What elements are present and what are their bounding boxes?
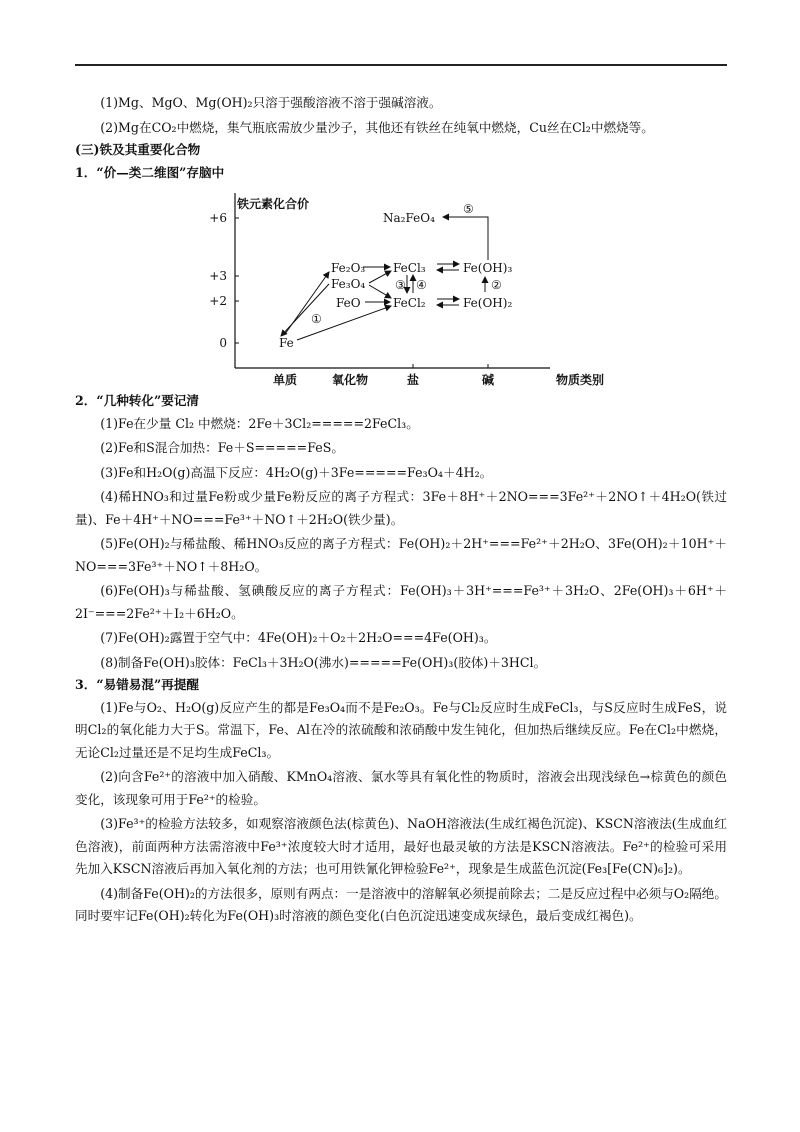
ytick-zero: 0	[219, 336, 227, 350]
conversion-3: (3)Fe和H₂O(g)高温下反应：4H₂O(g)＋3Fe=====Fe₃O₄＋4H₂。	[100, 464, 493, 480]
section-title: (三)铁及其重要化合物	[75, 142, 201, 157]
y-axis-label: 铁元素化合价	[237, 197, 310, 211]
node-feoh3: Fe(OH)₃	[463, 261, 513, 275]
arrow-fe3o4-to-fecl3	[369, 271, 391, 283]
arrow-fe3o4-to-fe	[281, 284, 329, 336]
conversion-2: (2)Fe和S混合加热：Fe＋S=====FeS。	[100, 440, 344, 455]
conversion-8: (8)制备Fe(OH)₃胶体：FeCl₃＋3H₂O(沸水)=====Fe(OH)₃(胶体)＋3HCl。	[100, 654, 547, 670]
marker-4: ④	[416, 278, 427, 292]
heading-2: 2．“几种转化”要记清	[75, 393, 200, 408]
valence-class-diagram	[75, 188, 727, 386]
xtick-elemental: 单质	[272, 373, 298, 387]
node-feo: FeO	[336, 296, 361, 310]
ytick-plus6: +6	[209, 211, 227, 225]
header-rule	[75, 64, 727, 66]
node-fecl3: FeCl₃	[393, 261, 426, 275]
document-body	[75, 92, 727, 928]
arrow-feoh3-to-na2feo4	[443, 217, 488, 260]
ytick-plus3: +3	[209, 269, 227, 283]
node-na2feo4: Na₂FeO₄	[383, 211, 435, 225]
intro-paragraph-1: (1)Mg、MgO、Mg(OH)₂只溶于强酸溶液不溶于强碱溶液。	[100, 95, 442, 110]
node-feoh2: Fe(OH)₂	[463, 296, 513, 310]
xtick-oxide: 氧化物	[331, 373, 369, 387]
marker-2: ②	[491, 278, 502, 292]
conversion-7: (7)Fe(OH)₂露置于空气中：4Fe(OH)₂＋O₂＋2H₂O===4Fe(OH)₃。	[100, 630, 497, 645]
node-fe: Fe	[279, 336, 294, 350]
conversion-4: (4)稀HNO₃和过量Fe粉或少量Fe粉反应的离子方程式：3Fe＋8H⁺＋2NO===3Fe²⁺＋2NO↑＋4H₂O(铁过量)、Fe＋4H⁺＋NO===Fe³⁺＋NO↑＋2H₂O(铁少量)。	[75, 489, 727, 527]
pitfall-1: (1)Fe与O₂、H₂O(g)反应产生的都是Fe₃O₄而不是Fe₂O₃。Fe与Cl₂反应时生成FeCl₃，与S反应时生成FeS，说明Cl₂的氧化能力大于S。常温下，Fe、Al在冷的浓硫酸和浓硝酸中发生钝化，但加热后继续反应。Fe在Cl₂中燃烧，无论Cl₂过量还是不足均生成FeCl₃。	[75, 699, 727, 760]
arrow-fe3o4-to-fecl2	[369, 285, 391, 298]
pitfall-4: (4)制备Fe(OH)₂的方法很多，原则有两点：一是溶液中的溶解氧必须提前除去；二是反应过程中必须与O₂隔绝。同时要牢记Fe(OH)₂转化为Fe(OH)₃时溶液的颜色变化(白色沉淀迅速变成灰绿色，最后变成红褐色)。	[75, 885, 727, 923]
marker-5: ⑤	[463, 202, 474, 216]
marker-1: ①	[311, 312, 322, 326]
ytick-plus2: +2	[209, 294, 227, 308]
node-fecl2: FeCl₂	[393, 296, 426, 310]
pitfall-3: (3)Fe³⁺的检验方法较多，如观察溶液颜色法(棕黄色)、NaOH溶液法(生成红褐色沉淀)、KSCN溶液法(生成血红色溶液)，前面两种方法需溶液中Fe³⁺浓度较大时才适用，最好也最灵敏的方法是KSCN溶液法。Fe²⁺的检验可采用先加入KSCN溶液后再加入氧化剂的方法；也可用铁氰化钾检验Fe²⁺，现象是生成蓝色沉淀(Fe₃[Fe(CN)₆]₂)。	[75, 816, 727, 876]
conversion-1: (1)Fe在少量 Cl₂ 中燃烧：2Fe＋3Cl₂=====2FeCl₃。	[100, 415, 419, 431]
intro-paragraph-2: (2)Mg在CO₂中燃烧，集气瓶底需放少量沙子，其他还有铁丝在纯氧中燃烧，Cu丝在Cl₂中燃烧等。	[100, 119, 654, 135]
conversion-5: (5)Fe(OH)₂与稀盐酸、稀HNO₃反应的离子方程式：Fe(OH)₂＋2H⁺===Fe²⁺＋2H₂O、3Fe(OH)₂＋10H⁺＋NO===3Fe³⁺＋NO↑＋8H₂O。	[75, 536, 727, 574]
pitfall-2: (2)向含Fe²⁺的溶液中加入硝酸、KMnO₄溶液、氯水等具有氧化性的物质时，溶液会出现浅绿色→棕黄色的颜色变化，该现象可用于Fe²⁺的检验。	[75, 769, 727, 807]
xtick-salt: 盐	[406, 373, 420, 387]
xtick-material-class: 物质类别	[555, 373, 605, 387]
node-fe3o4: Fe₃O₄	[331, 277, 366, 291]
node-fe2o3: Fe₂O₃	[331, 261, 366, 275]
heading-1: 1．“价—类二维图”存脑中	[75, 164, 225, 180]
marker-3: ③	[395, 278, 406, 292]
diagram-svg	[75, 188, 727, 386]
heading-3: 3．“易错易混”再提醒	[75, 677, 200, 692]
xtick-base: 碱	[481, 373, 495, 387]
conversion-6: (6)Fe(OH)₃与稀盐酸、氢碘酸反应的离子方程式：Fe(OH)₃＋3H⁺===Fe³⁺＋3H₂O、2Fe(OH)₃＋6H⁺＋2I⁻===2Fe²⁺＋I₂＋6H₂O。	[75, 583, 727, 621]
